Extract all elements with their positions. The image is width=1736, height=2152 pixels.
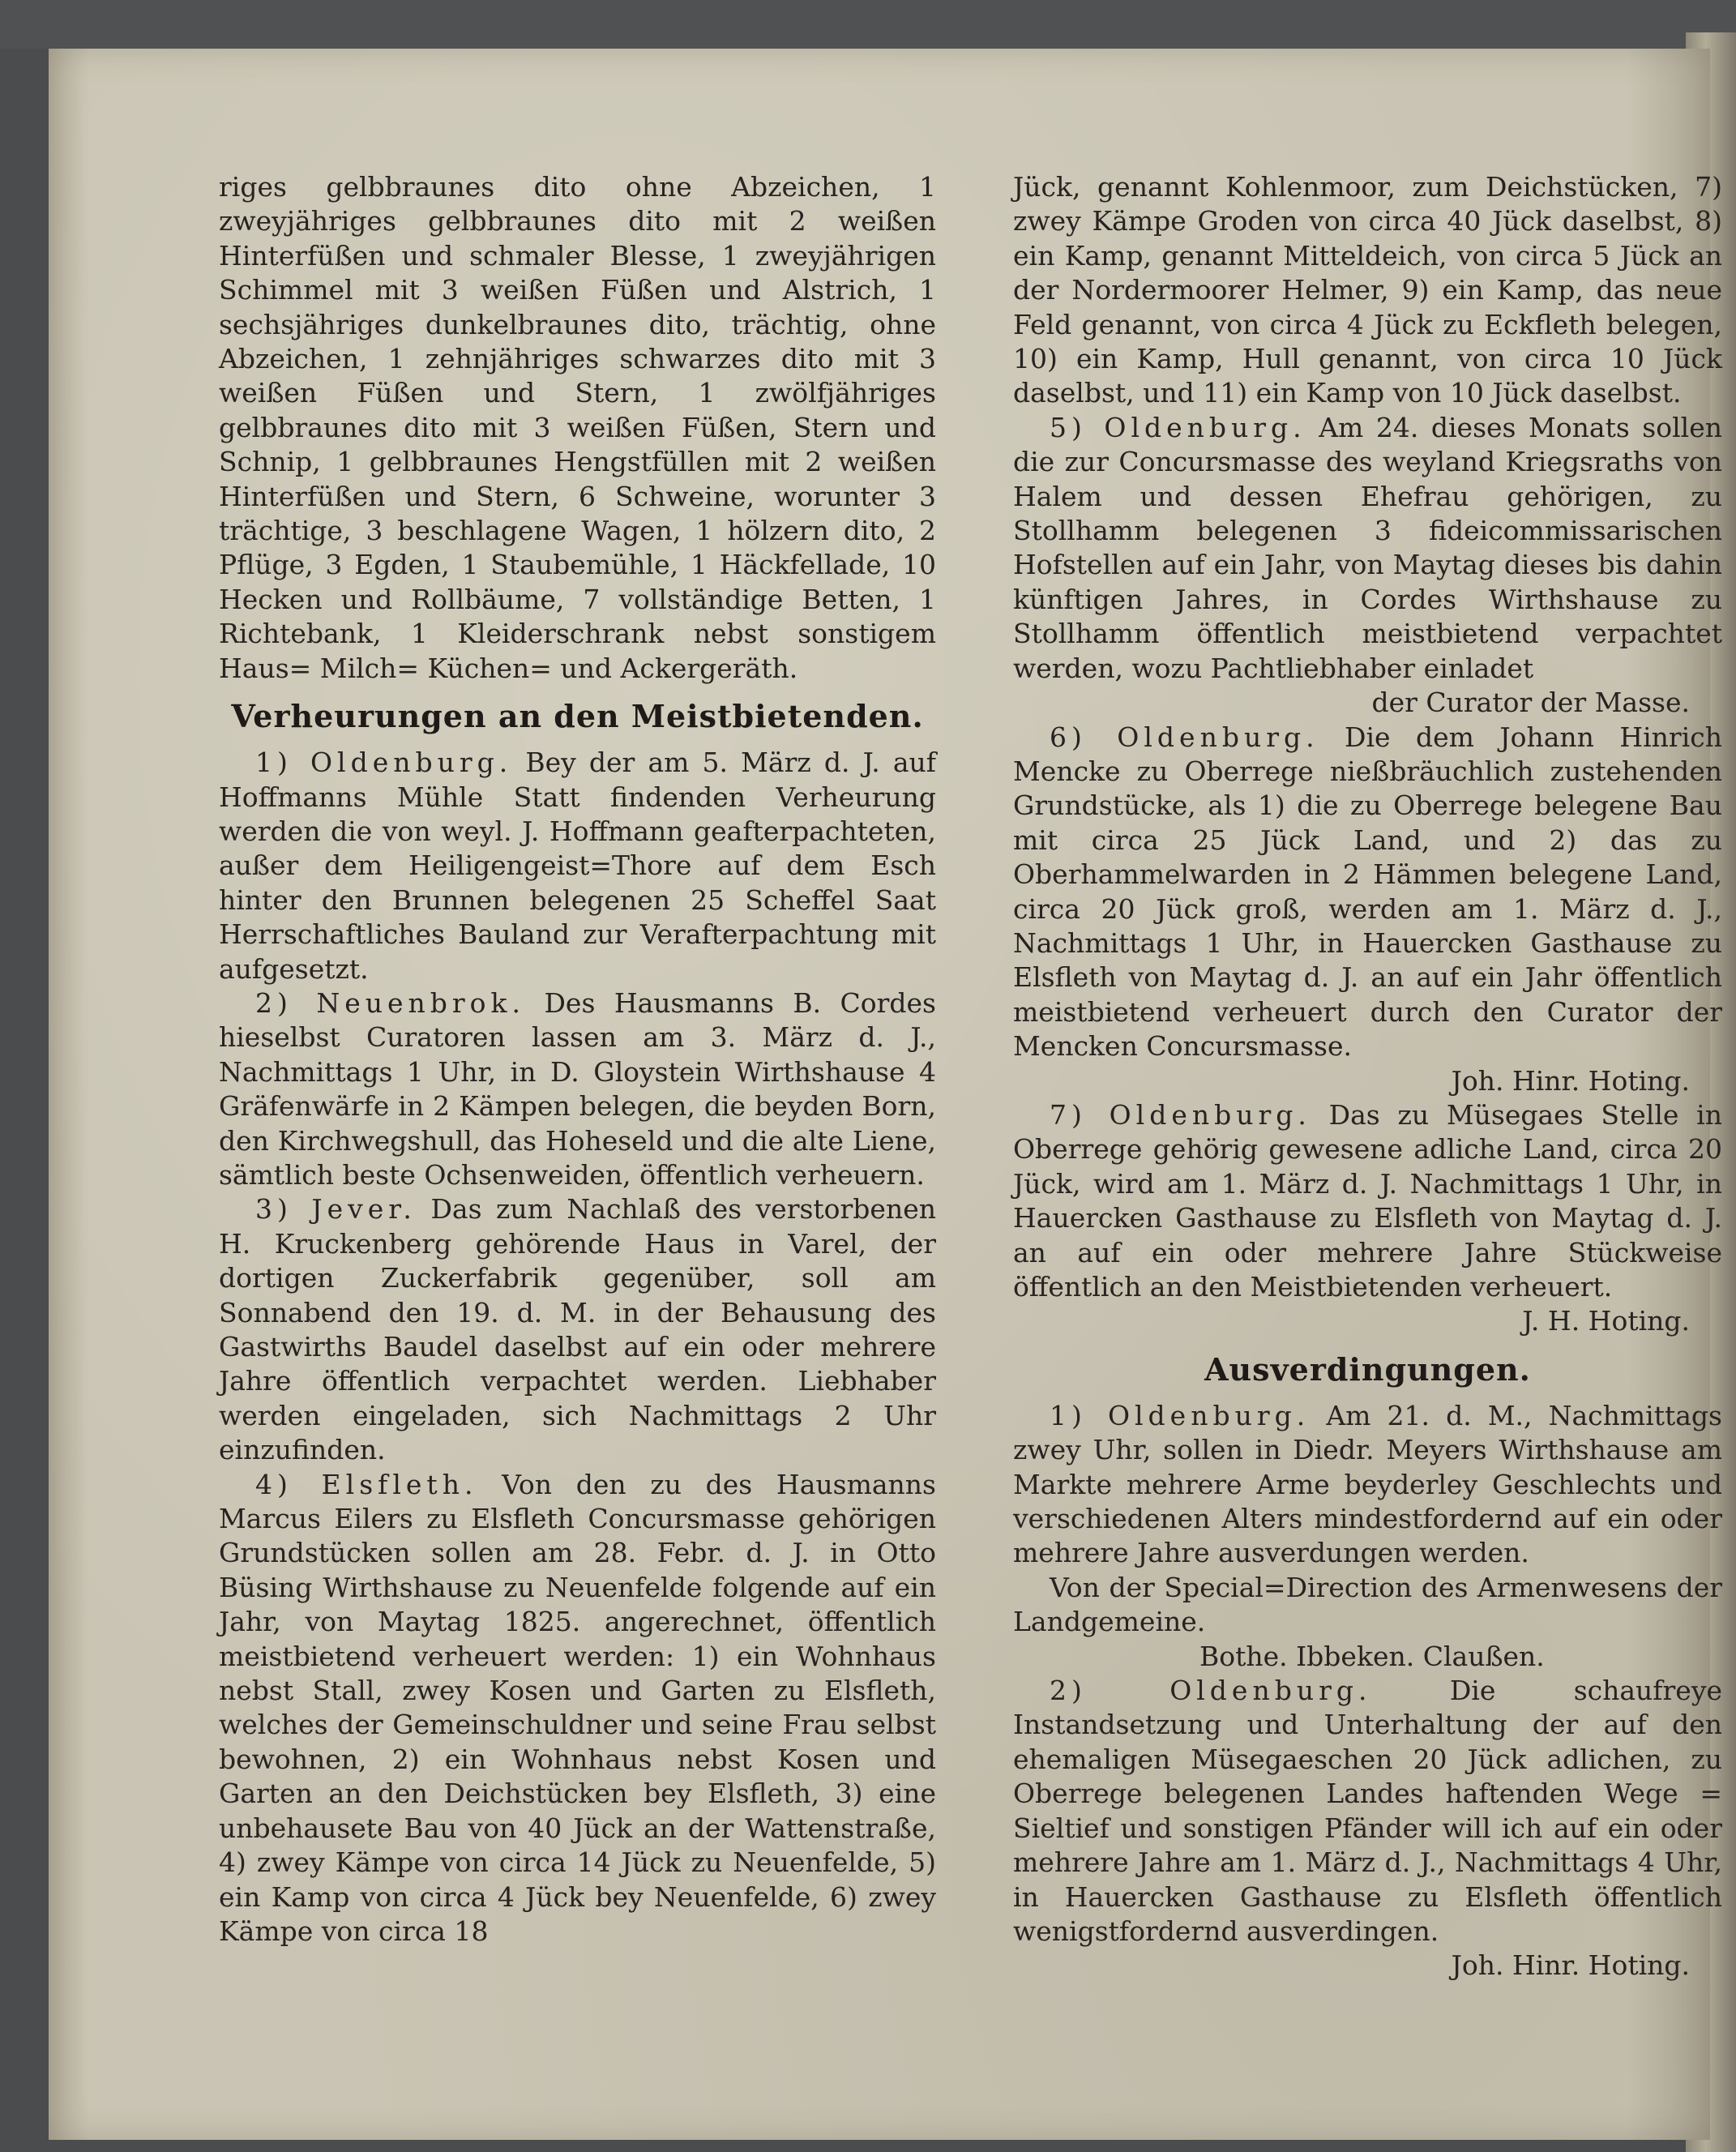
notice-text: Am 21. d. M., Nachmittags zwey Uhr, sollen in Diedr. Meyers Wirthshause am Markte mehrere Arme beyderley Geschlechts und verschiedenen Alters mindestfordernd auf ein oder mehrere Jahre ausverdungen werden. [1013, 1399, 1722, 1569]
notice-item [219, 746, 936, 986]
notice-text: Das zu Müsegaes Stelle in Oberrege gehörig gewesene adliche Land, circa 20 Jück, wird am 1. März d. J. Nachmittags 1 Uhr, in Hauercken Gasthause zu Elsfleth von Maytag d. J. an auf ein oder mehrere Jahre Stückweise öffentlich an den Meistbietenden verheuert. [1013, 1098, 1722, 1303]
notice-authority: Von der Special=Direction des Armenwesens der Landgemeine. [1013, 1571, 1722, 1638]
notice-text: Des Hausmanns B. Cordes hieselbst Curatoren lassen am 3. März d. J., Nachmittags 1 Uhr, in D. Gloystein Wirthshause 4 Gräfenwärfe in 2 Kämpen belegen, die beyden Born, den Kirchwegshull, das Hoheseld und die alte Liene, sämtlich beste Ochsenweiden, öffentlich verheuern. [219, 986, 936, 1191]
notice-signature: J. H. Hoting. [1522, 1305, 1690, 1337]
notice-place: 2) Neuenbrok. [255, 986, 526, 1019]
section-heading-ausverdingungen: Ausverdingungen. [1204, 1350, 1531, 1388]
left-column [219, 170, 936, 1949]
notice-place: 7) Oldenburg. [1050, 1098, 1311, 1131]
notice-item [1013, 411, 1722, 686]
notice-place: 1) Oldenburg. [1050, 1399, 1311, 1431]
notice-place: 5) Oldenburg. [1050, 411, 1306, 443]
notice-item [219, 986, 936, 1192]
notice-item [1013, 1674, 1722, 1949]
scan-backdrop [0, 0, 1736, 49]
notice-text: Am 24. dieses Monats sollen die zur Concursmasse des weyland Kriegsraths von Halem und dessen Ehefrau gehörigen, zu Stollhamm belegenen 3 fideicommissarischen Hofstellen auf ein Jahr, von Maytag dieses bis dahin künftigen Jahres, in Cordes Wirthshause zu Stollhamm öffentlich meistbietend verpachtet werden, wozu Pachtliebhaber einladet [1013, 411, 1722, 684]
right-column [1013, 170, 1722, 1983]
right-continuation-text: Jück, genannt Kohlenmoor, zum Deichstücken, 7) zwey Kämpe Groden von circa 40 Jück daselbst, 8) ein Kamp, genannt Mitteldeich, von circa 5 Jück an der Nordermoorer Helmer, 9) ein Kamp, das neue Feld genannt, von circa 4 Jück zu Eckfleth belegen, 10) ein Kamp, Hull genannt, von circa 10 Jück daselbst, und 11) ein Kamp von 10 Jück daselbst. [1013, 171, 1722, 409]
notice-item [1013, 1098, 1722, 1304]
notice-text: Das zum Nachlaß des verstorbenen H. Kruckenberg gehörende Haus in Varel, der dortigen Zuckerfabrik gegenüber, soll am Sonnabend den 19. d. M. in der Behausung des Gastwirths Baudel daselbst auf ein oder mehrere Jahre öffentlich verpachtet werden. Liebhaber werden eingeladen, sich Nachmittags 2 Uhr einzufinden. [219, 1193, 936, 1466]
notice-text: Die dem Johann Hinrich Mencke zu Oberrege nießbräuchlich zustehenden Grundstücke, als 1) die zu Oberrege belegene Bau mit circa 25 Jück Land, und 2) das zu Oberhammelwarden in 2 Hämmen belegene Land, circa 20 Jück groß, werden am 1. März d. J., Nachmittags 1 Uhr, in Hauercken Gasthause zu Elsfleth von Maytag d. J. an auf ein Jahr öffentlich meistbietend verheuert durch den Curator der Mencken Concursmasse. [1013, 721, 1722, 1063]
notice-item [1013, 721, 1722, 1064]
notice-place: 1) Oldenburg. [255, 747, 513, 779]
notice-text: Bey der am 5. März d. J. auf Hoffmanns Mühle Statt findenden Verheurung werden die von weyl. J. Hoffmann geafterpachteten, außer dem Heiligengeist=Thore auf dem Esch hinter den Brunnen belegenen 25 Scheffel Saat Herrschaftliches Bauland zur Verafterpachtung mit aufgesetzt. [219, 747, 936, 985]
notice-place: 2) Oldenburg. [1050, 1675, 1372, 1707]
notice-place: 3) Jever. [255, 1193, 417, 1226]
notice-item [219, 1192, 936, 1467]
section-heading-verheurungen: Verheurungen an den Meistbietenden. [231, 698, 924, 735]
notice-place: 4) Elsfleth. [255, 1468, 478, 1500]
notice-signature: der Curator der Masse. [1371, 687, 1690, 719]
left-intro-text: riges gelbbraunes dito ohne Abzeichen, 1 zweyjähriges gelbbraunes dito mit 2 weißen Hinterfüßen und schmaler Blesse, 1 zweyjährigen Schimmel mit 3 weißen Füßen und Alstrich, 1 sechsjähriges dunkelbraunes dito, trächtig, ohne Abzeichen, 1 zehnjähriges schwarzes dito mit 3 weißen Füßen und Stern, 1 zwölfjähriges gelbbraunes dito mit 3 weißen Füßen, Stern und Schnip, 1 gelbbraunes Hengstfüllen mit 2 weißen Hinterfüßen und Stern, 6 Schweine, worunter 3 trächtige, 3 beschlagene Wagen, 1 hölzern dito, 2 Pflüge, 3 Egden, 1 Staubemühle, 1 Häckfellade, 10 Hecken und Rollbäume, 7 vollständige Betten, 1 Richtebank, 1 Kleiderschrank nebst sonstigem Haus= Milch= Küchen= und Ackergeräth. [219, 171, 936, 684]
notice-item [219, 1468, 936, 1949]
notice-signature: Joh. Hinr. Hoting. [1451, 1064, 1690, 1097]
newspaper-page [49, 49, 1722, 2140]
notice-signature: Bothe. Ibbeken. Claußen. [1199, 1640, 1545, 1672]
notice-text: Die schaufreye Instandsetzung und Unterhaltung der auf den ehemaligen Müsegaeschen 20 Jück adlichen, zu Oberrege belegenen Landes haftenden Wege = Sieltief und sonstigen Pfänder will ich auf ein oder mehrere Jahre am 1. März d. J., Nachmittags 4 Uhr, in Hauercken Gasthause zu Elsfleth öffentlich wenigstfordernd ausverdingen. [1013, 1675, 1722, 1947]
notice-item [1013, 1399, 1722, 1571]
notice-text: Von den zu des Hausmanns Marcus Eilers zu Elsfleth Concursmasse gehörigen Grundstücken sollen am 28. Febr. d. J. in Otto Büsing Wirthshause zu Neuenfelde folgende auf ein Jahr, von Maytag 1825. angerechnet, öffentlich meistbietend verheuert werden: 1) ein Wohnhaus nebst Stall, zwey Kosen und Garten zu Elsfleth, welches der Gemeinschuldner und seine Frau selbst bewohnen, 2) ein Wohnhaus nebst Kosen und Garten an den Deichstücken bey Elsfleth, 3) eine unbehausete Bau von 40 Jück an der Wattenstraße, 4) zwey Kämpe von circa 14 Jück zu Neuenfelde, 5) ein Kamp von circa 4 Jück bey Neuenfelde, 6) zwey Kämpe von circa 18 [219, 1468, 936, 1947]
notice-signature: Joh. Hinr. Hoting. [1451, 1949, 1690, 1982]
notice-place: 6) Oldenburg. [1050, 721, 1319, 753]
